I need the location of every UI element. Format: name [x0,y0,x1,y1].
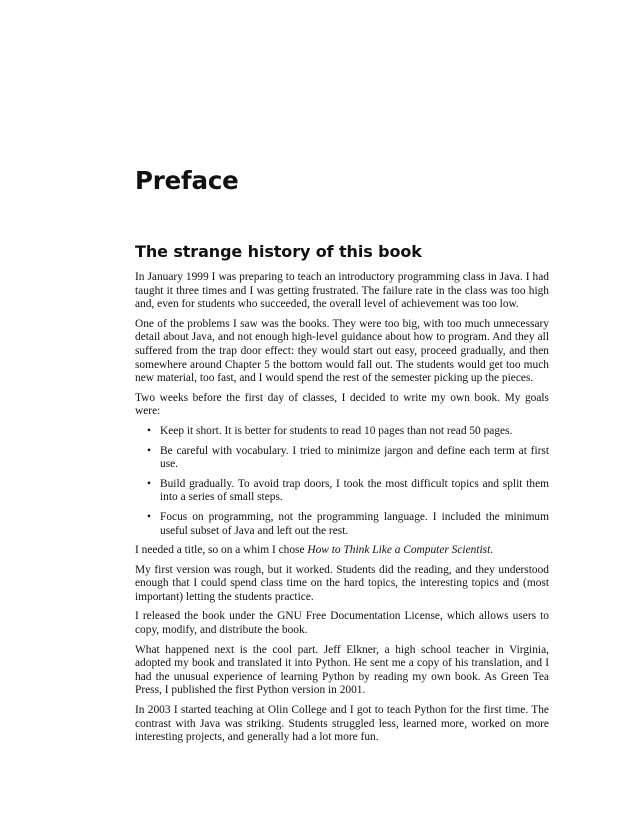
title-choice-trail: . [490,544,494,557]
paragraph-olin-college: In 2003 I started teaching at Olin College and I got to teach Python for the first time. The contrast with Java was striking. Students struggled less, learned more, worked on more interesting projects, and generally had a lot more fun. [135,704,549,744]
paragraph-license: I released the book under the GNU Free Documentation License, which allows users to copy, modify, and distribute the book. [135,610,549,637]
paragraph-first-version: My first version was rough, but it worked. Students did the reading, and they understood enough that I could spend class time on the hard topics, the interesting topics and (most important) letting the students practice. [135,563,549,603]
paragraph-goals-intro: Two weeks before the first day of classes, I decided to write my own book. My goals were: [135,391,549,418]
bullet-icon: • [147,510,151,523]
paragraph-problems: One of the problems I saw was the books. They were too big, with too much unnecessary detail about Java, and not enough high-level guidance about how to program. And they all suffered from the trap door effect: they would start out easy, proceed gradually, and then somewhere around Chapter 5 the bottom would fall out. The students would get too much new material, too fast, and I would spend the rest of the semester picking up the pieces. [135,317,549,385]
list-item [135,511,549,538]
list-item [135,478,549,505]
chapter-title: Preface [135,166,239,195]
title-choice-lead: I needed a title, so on a whim I chose [135,544,308,557]
list-item-text: Focus on programming, not the programming language. I included the minimum useful subset of Java and left out the rest. [160,510,549,537]
book-title: How to Think Like a Computer Scientist [307,544,491,557]
section-title: The strange history of this book [135,242,422,261]
paragraph-intro: In January 1999 I was preparing to teach an introductory programming class in Java. I had taught it three times and I was getting frustrated. The failure rate in the class was too high and, even for students who succeeded, the overall level of achievement was too low. [135,271,549,311]
list-item-text: Be careful with vocabulary. I tried to minimize jargon and define each term at first use. [160,444,549,471]
list-item-text: Build gradually. To avoid trap doors, I took the most difficult topics and split them into a series of small steps. [160,477,549,504]
paragraph-title-choice [135,544,549,558]
list-item [135,445,549,472]
list-item-text: Keep it short. It is better for students to read 10 pages than not read 50 pages. [160,424,513,437]
list-item [135,425,549,439]
bullet-icon: • [147,424,151,437]
bullet-icon: • [147,477,151,490]
goals-list [135,425,549,538]
bullet-icon: • [147,444,151,457]
page-content [135,166,549,751]
paragraph-python-translation: What happened next is the cool part. Jeff Elkner, a high school teacher in Virginia, adopted my book and translated it into Python. He sent me a copy of his translation, and I had the unusual experience of learning Python by reading my own book. As Green Tea Press, I published the first Python version in 2001. [135,643,549,697]
